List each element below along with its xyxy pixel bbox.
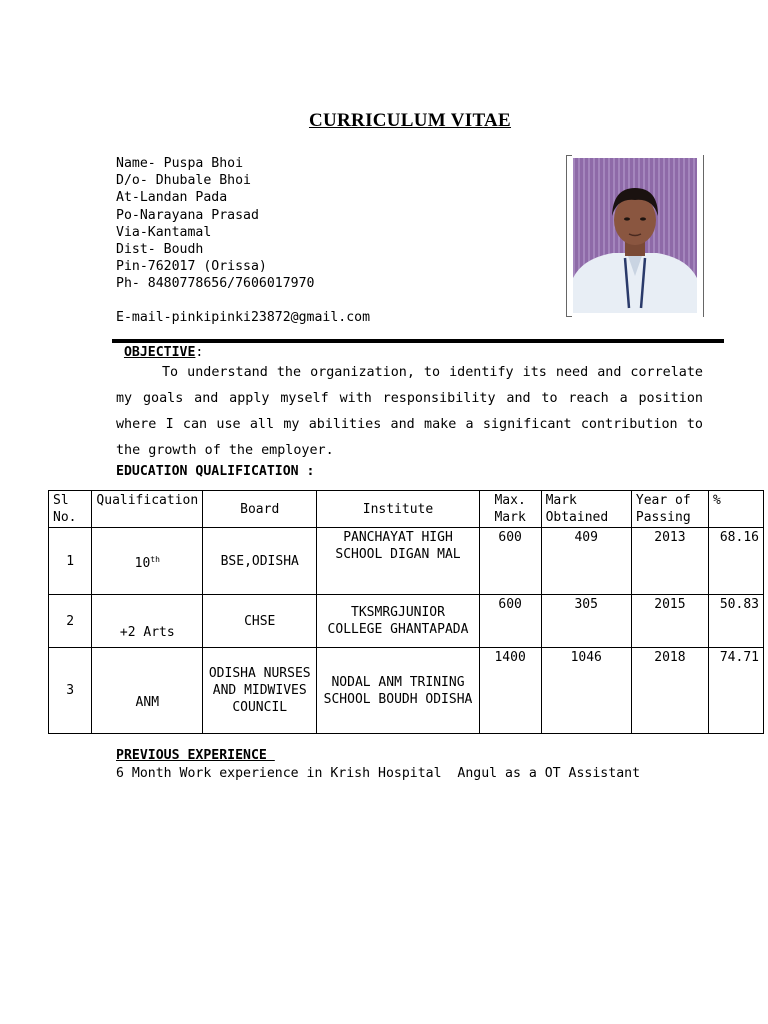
header-max-mark: Max. Mark	[479, 491, 541, 528]
objective-heading-label: OBJECTIVE	[123, 345, 196, 360]
cell-qualification-sup: th	[150, 554, 160, 564]
cell-institute: NODAL ANM TRINING SCHOOL BOUDH ODISHA	[317, 648, 479, 734]
cell-sl: 2	[49, 595, 92, 648]
objective-heading	[116, 345, 203, 360]
cell-board: BSE,ODISHA	[203, 528, 317, 595]
cell-qualification: ANM	[92, 648, 203, 734]
table-row	[49, 595, 764, 648]
cell-qualification	[92, 528, 203, 595]
contact-pin: Pin-762017 (Orissa)	[116, 259, 267, 275]
cell-year: 2013	[631, 528, 708, 595]
cell-institute: PANCHAYAT HIGH SCHOOL DIGAN MAL	[317, 528, 479, 595]
cell-max-mark: 1400	[479, 648, 541, 734]
cell-year: 2015	[631, 595, 708, 648]
cell-percent: 74.71	[708, 648, 763, 734]
header-board: Board	[203, 491, 317, 528]
header-qualification: Qualification	[92, 491, 203, 528]
photo-frame	[566, 155, 704, 317]
cell-mark-obtained: 1046	[541, 648, 631, 734]
header-year: Year of Passing	[631, 491, 708, 528]
cell-percent: 50.83	[708, 595, 763, 648]
cell-year: 2018	[631, 648, 708, 734]
cell-max-mark: 600	[479, 528, 541, 595]
experience-heading: PREVIOUS EXPERIENCE	[116, 748, 275, 763]
cell-institute: TKSMRGJUNIOR COLLEGE GHANTAPADA	[317, 595, 479, 648]
contact-address-via: Via-Kantamal	[116, 224, 212, 240]
education-heading: EDUCATION QUALIFICATION :	[116, 464, 315, 479]
contact-parent: D/o- Dhubale Bhoi	[116, 173, 251, 189]
cell-max-mark: 600	[479, 595, 541, 648]
cell-percent: 68.16	[708, 528, 763, 595]
contact-address-po: Po-Narayana Prasad	[116, 207, 259, 223]
cell-qualification: +2 Arts	[92, 595, 203, 648]
header-percent: %	[708, 491, 763, 528]
cell-board: CHSE	[203, 595, 317, 648]
contact-phone: Ph- 8480778656/7606017970	[116, 276, 315, 292]
cell-mark-obtained: 305	[541, 595, 631, 648]
cell-sl: 1	[49, 528, 92, 595]
table-row	[49, 648, 764, 734]
cell-qualification-main: 10	[134, 555, 151, 571]
contact-email: E-mail-pinkipinki23872@gmail.com	[116, 310, 371, 325]
header-mark-obtained: Mark Obtained	[541, 491, 631, 528]
objective-heading-colon: :	[195, 345, 204, 360]
objective-text: To understand the organization, to identify its need and correlate my goals and apply myself with responsibility and to reach a position where I can use all my abilities and make a significant contribution to the growth of the employer.	[116, 365, 703, 458]
cell-board: ODISHA NURSES AND MIDWIVES COUNCIL	[203, 648, 317, 734]
cell-sl: 3	[49, 648, 92, 734]
education-table	[48, 490, 764, 734]
contact-district: Dist- Boudh	[116, 242, 204, 258]
profile-photo	[573, 158, 697, 313]
experience-text: 6 Month Work experience in Krish Hospital Angul as a OT Assistant	[116, 766, 641, 781]
contact-name: Name- Puspa Bhoi	[116, 156, 244, 171]
header-institute: Institute	[317, 491, 479, 528]
cell-mark-obtained: 409	[541, 528, 631, 595]
document-title: CURRICULUM VITAE	[308, 110, 512, 131]
table-header-row	[49, 491, 764, 528]
section-divider	[112, 339, 724, 343]
table-row	[49, 528, 764, 595]
header-sl: Sl No.	[49, 491, 92, 528]
contact-address-at: At-Landan Pada	[116, 190, 228, 206]
contact-block	[116, 155, 315, 293]
